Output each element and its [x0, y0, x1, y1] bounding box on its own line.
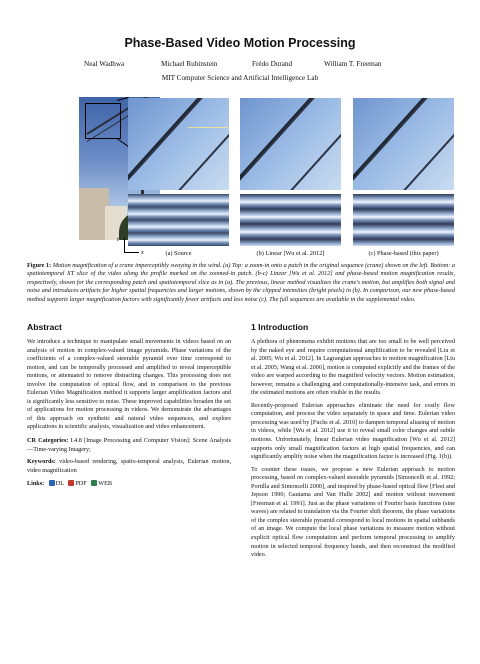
- abstract-heading: Abstract: [27, 322, 62, 332]
- paper-title: Phase-Based Video Motion Processing: [124, 36, 356, 50]
- panel-label-a: (a) Source: [165, 250, 192, 257]
- zoom-region-box: [85, 103, 121, 139]
- dl-icon: [49, 480, 55, 486]
- intro-column: [251, 338, 455, 564]
- abstract-body: We introduce a technique to manipulate small movements in videos based on an analysis of motion in complex-valued image pyramids. Phase variations of the coefficients of a complex-valued steerable pyramid over time correspond to motion, and can be temporally processed and amplified to reveal imperceptible motions, or attenuated to remove distracting changes. This processing does not involve the computation of optical flow, and in comparison to the previous Eulerian Video Magnification method it supports larger amplification factors and is significantly less sensitive to noise. These improved capabilities broaden the set of applications for motion processing in videos. We demonstrate the advantages of this approach on synthetic and natural video sequences, and explore applications in scientific analysis, visualization and video enhancement.: [27, 338, 231, 431]
- affiliation: MIT Computer Science and Artificial Intelligence Lab: [161, 74, 319, 82]
- axis-t-arrow: [124, 238, 125, 252]
- author-name: Neal Wadhwa: [84, 60, 125, 68]
- caption-label: Figure 1:: [27, 262, 52, 269]
- pdf-icon: [68, 480, 74, 486]
- keywords-label: Keywords:: [27, 458, 56, 466]
- cr-text: I.4.8 [Image Processing and Computer Vision]: Scene Analysis—Time-varying Imagery;: [27, 437, 232, 453]
- panel-label-c: (c) Phase-based (this paper): [368, 250, 439, 257]
- intro-paragraph: A plethora of phenomena exhibit motions that are too small to be well perceived by the naked eye and require computational amplification to be revealed [Liu et al. 2005; Wu et al. 2012]. In Lagrangian approaches to motion magnification [Liu et al. 2005; Wang et al. 2006], motion is computed explicitly and the frames of the video are warped according to the magnified velocity vectors. Motion estimation, however, remains a challenging and computationally-intensive task, and errors in the estimated motions are often visible in the results.: [251, 338, 455, 397]
- zoom-patch-linear: [240, 98, 341, 190]
- caption-text: Motion magnification of a crane imperceptibly swaying in the wind. (a) Top: a zoom-in onto a patch in the original sequence (crane) shown on the left. Bottom: a spatiotemporal XT slice of the video along the profile marked on the zoomed-in patch. (b-c) Linear [Wu et al. 2012] and phase-based motion magnification results, respectively, shown for the corresponding patch and spatiotemporal slice as in (a). The previous, linear method visualizes the crane's motion, but amplifies both signal and noise and introduces artifacts for higher spatial frequencies and larger motions, shown by the clipped intensities (bright pixels) in (b). In comparison, our new phase-based method supports larger magnification factors with significantly fewer artifacts and less noise (c). The full sequences are available in the supplemental video.: [27, 262, 456, 303]
- link-pdf[interactable]: PDF: [75, 480, 87, 488]
- xt-slice-source: [128, 194, 229, 246]
- intro-paragraph: To counter these issues, we propose a new Eulerian approach to motion processing, based on complex-valued steerable pyramids [Simoncelli et al. 1992; Portilla and Simoncelli 2000], and inspired by phase-based optical flow [Fleet and Jepson 1990; Gautama and Van Hulle 2002] and motion without movement [Freeman et al. 1991]. Just as the phase variations of Fourier basis functions (sine waves) are related to translation via the Fourier shift theorem, the phase variations of the complex steerable pyramid correspond to local motions in spatial subbands of an image. We compute the local phase variations to measure motion without explicit optical flow computation and perform temporal processing to amplify motion in selected temporal frequency bands, and then reconstruct the modified video.: [251, 465, 455, 559]
- axis-t-label: t: [117, 236, 119, 243]
- author-name: Frédo Durand: [252, 60, 293, 68]
- link-dl[interactable]: DL: [55, 480, 64, 488]
- xt-slice-phase: [353, 194, 454, 246]
- links-row: [27, 480, 231, 489]
- zoom-patch-source: [128, 98, 229, 190]
- links-label: Links:: [27, 480, 45, 488]
- profile-line: [188, 127, 228, 128]
- abstract-column: [27, 338, 231, 493]
- keywords-text: video-based rendering, spatio-temporal analysis, Eulerian motion, video magnification: [27, 458, 231, 474]
- xt-slice-linear: [240, 194, 341, 246]
- zoom-patch-phase: [353, 98, 454, 190]
- web-icon: [91, 480, 97, 486]
- figure-caption: [27, 262, 455, 304]
- intro-paragraph: Recently-proposed Eulerian approaches eliminate the need for costly flow computation, and process the video separately in space and time. Eulerian video processing was used by [Fuchs et al. 2010] to dampen temporal aliasing of motion in videos, while [Wu et al. 2012] use it to reveal small color changes and subtle motions. Unfortunately, linear Eulerian video magnification [Wu et al. 2012] supports only small magnification factors at high spatial frequencies, and can significantly amplify noise when the magnification factor is increased (Fig. 1(b)).: [251, 401, 455, 461]
- link-web[interactable]: WEB: [98, 480, 112, 488]
- author-name: William T. Freeman: [324, 60, 382, 68]
- author-name: Michael Rubinstein: [161, 60, 218, 68]
- panel-label-b: (b) Linear [Wu et al. 2012]: [256, 250, 325, 257]
- intro-heading: 1 Introduction: [251, 322, 309, 332]
- axis-x-label: x: [141, 249, 144, 256]
- cr-label: CR Categories:: [27, 437, 69, 445]
